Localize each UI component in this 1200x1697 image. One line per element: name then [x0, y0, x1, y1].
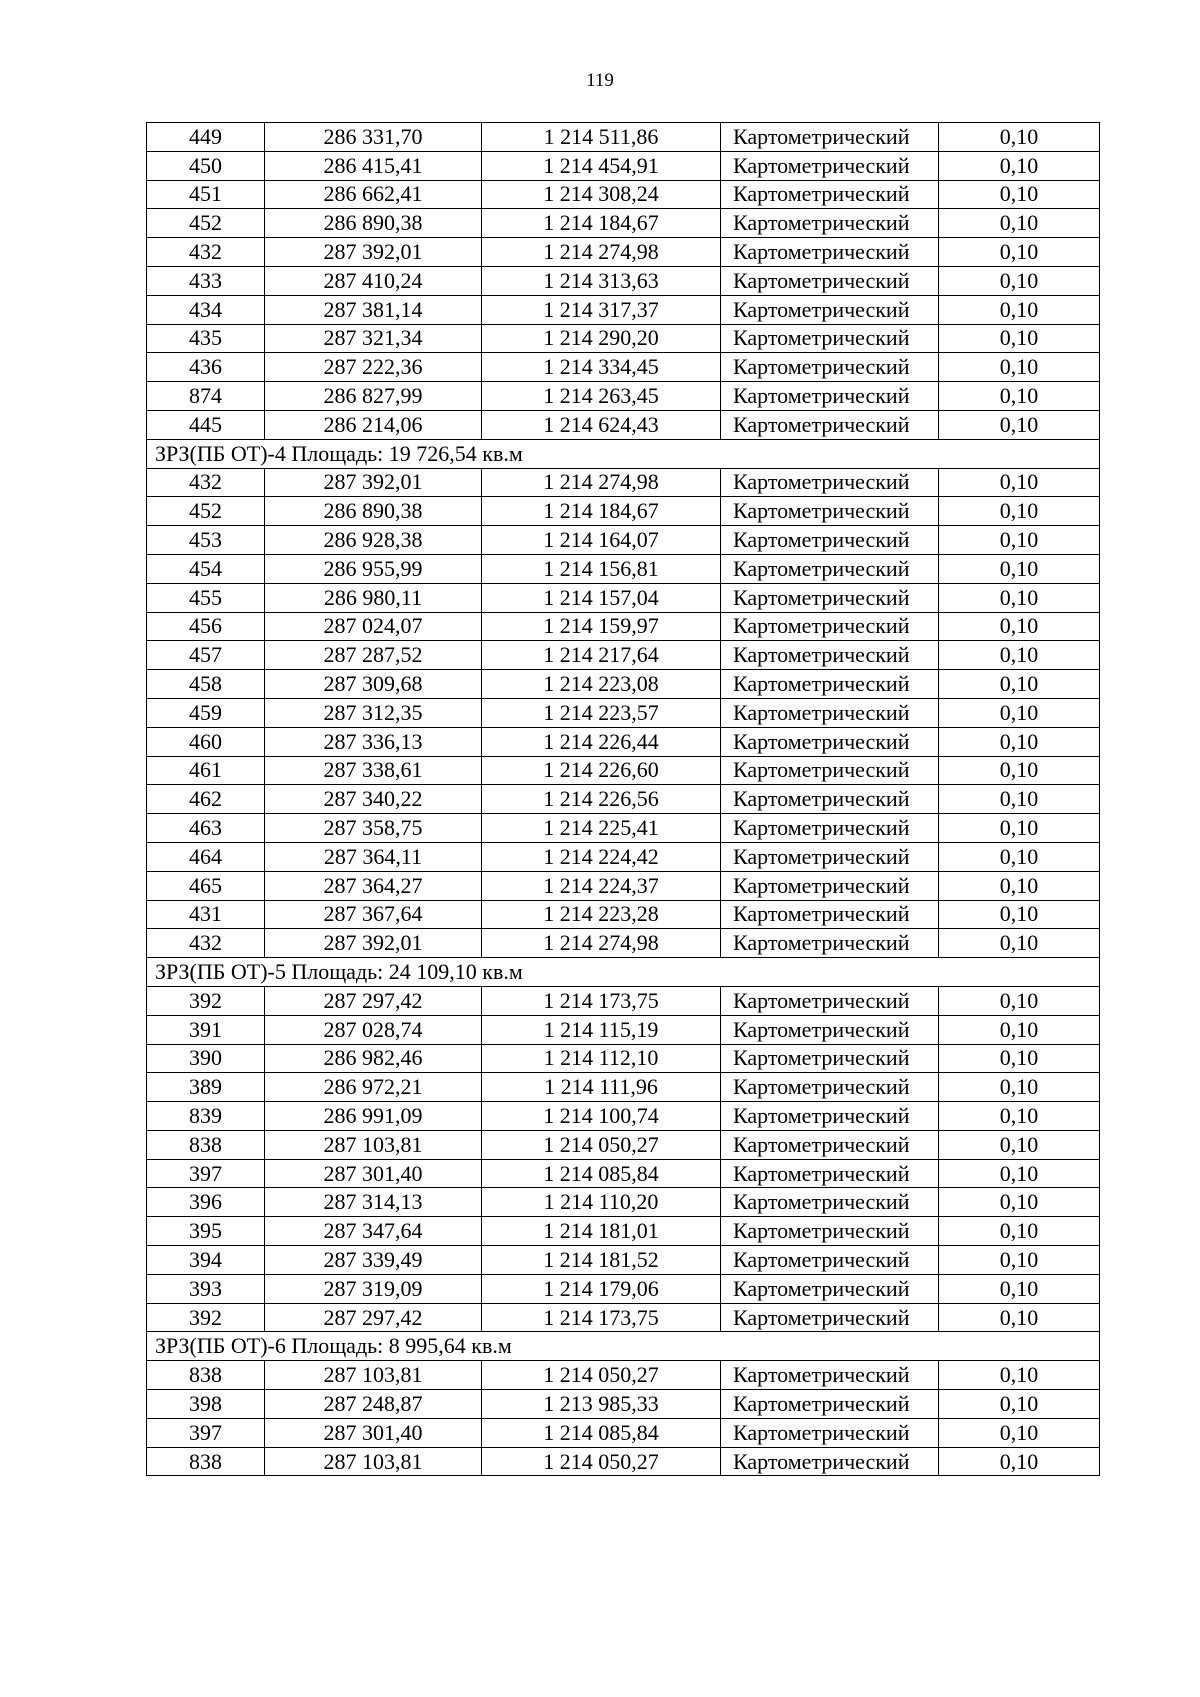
method-cell: Картометрический [721, 785, 939, 814]
point-number-cell: 465 [147, 871, 265, 900]
table-row [147, 238, 1100, 267]
table-row [147, 641, 1100, 670]
point-number-cell: 460 [147, 727, 265, 756]
method-cell: Картометрический [721, 583, 939, 612]
point-number-cell: 395 [147, 1217, 265, 1246]
x-coordinate-cell: 287 392,01 [265, 238, 482, 267]
y-coordinate-cell: 1 214 223,28 [482, 900, 721, 929]
point-number-cell: 435 [147, 324, 265, 353]
x-coordinate-cell: 286 890,38 [265, 497, 482, 526]
section-header-row [147, 439, 1100, 468]
point-number-cell: 459 [147, 698, 265, 727]
point-number-cell: 398 [147, 1390, 265, 1419]
point-number-cell: 396 [147, 1188, 265, 1217]
y-coordinate-cell: 1 214 226,44 [482, 727, 721, 756]
y-coordinate-cell: 1 214 115,19 [482, 1015, 721, 1044]
accuracy-cell: 0,10 [939, 468, 1100, 497]
y-coordinate-cell: 1 214 179,06 [482, 1274, 721, 1303]
table-row [147, 497, 1100, 526]
y-coordinate-cell: 1 214 317,37 [482, 295, 721, 324]
accuracy-cell: 0,10 [939, 123, 1100, 152]
accuracy-cell: 0,10 [939, 209, 1100, 238]
accuracy-cell: 0,10 [939, 1015, 1100, 1044]
x-coordinate-cell: 287 301,40 [265, 1418, 482, 1447]
table-row [147, 583, 1100, 612]
method-cell: Картометрический [721, 123, 939, 152]
y-coordinate-cell: 1 214 226,56 [482, 785, 721, 814]
method-cell: Картометрический [721, 468, 939, 497]
table-row [147, 814, 1100, 843]
accuracy-cell: 0,10 [939, 180, 1100, 209]
point-number-cell: 457 [147, 641, 265, 670]
y-coordinate-cell: 1 214 308,24 [482, 180, 721, 209]
coordinates-table-body [147, 123, 1100, 1476]
table-row [147, 1188, 1100, 1217]
section-header: ЗРЗ(ПБ ОТ)-6 Площадь: 8 995,64 кв.м [147, 1332, 1100, 1361]
table-row [147, 900, 1100, 929]
x-coordinate-cell: 287 340,22 [265, 785, 482, 814]
point-number-cell: 392 [147, 986, 265, 1015]
accuracy-cell: 0,10 [939, 1447, 1100, 1476]
table-row [147, 1102, 1100, 1131]
accuracy-cell: 0,10 [939, 324, 1100, 353]
table-row [147, 698, 1100, 727]
y-coordinate-cell: 1 214 159,97 [482, 612, 721, 641]
method-cell: Картометрический [721, 612, 939, 641]
y-coordinate-cell: 1 214 181,52 [482, 1246, 721, 1275]
x-coordinate-cell: 287 319,09 [265, 1274, 482, 1303]
table-row [147, 468, 1100, 497]
y-coordinate-cell: 1 213 985,33 [482, 1390, 721, 1419]
table-row [147, 324, 1100, 353]
x-coordinate-cell: 286 980,11 [265, 583, 482, 612]
x-coordinate-cell: 287 309,68 [265, 670, 482, 699]
point-number-cell: 456 [147, 612, 265, 641]
x-coordinate-cell: 286 972,21 [265, 1073, 482, 1102]
method-cell: Картометрический [721, 1217, 939, 1246]
table-row [147, 1447, 1100, 1476]
method-cell: Картометрический [721, 1390, 939, 1419]
x-coordinate-cell: 287 287,52 [265, 641, 482, 670]
method-cell: Картометрический [721, 295, 939, 324]
table-row [147, 871, 1100, 900]
x-coordinate-cell: 287 410,24 [265, 266, 482, 295]
table-row [147, 1246, 1100, 1275]
point-number-cell: 397 [147, 1418, 265, 1447]
method-cell: Картометрический [721, 929, 939, 958]
x-coordinate-cell: 286 662,41 [265, 180, 482, 209]
method-cell: Картометрический [721, 1418, 939, 1447]
x-coordinate-cell: 287 024,07 [265, 612, 482, 641]
accuracy-cell: 0,10 [939, 353, 1100, 382]
accuracy-cell: 0,10 [939, 727, 1100, 756]
accuracy-cell: 0,10 [939, 1102, 1100, 1131]
accuracy-cell: 0,10 [939, 1188, 1100, 1217]
method-cell: Картометрический [721, 900, 939, 929]
method-cell: Картометрический [721, 151, 939, 180]
point-number-cell: 450 [147, 151, 265, 180]
x-coordinate-cell: 287 336,13 [265, 727, 482, 756]
x-coordinate-cell: 287 297,42 [265, 986, 482, 1015]
point-number-cell: 391 [147, 1015, 265, 1044]
y-coordinate-cell: 1 214 164,07 [482, 526, 721, 555]
point-number-cell: 433 [147, 266, 265, 295]
table-row [147, 180, 1100, 209]
x-coordinate-cell: 287 312,35 [265, 698, 482, 727]
accuracy-cell: 0,10 [939, 641, 1100, 670]
accuracy-cell: 0,10 [939, 1044, 1100, 1073]
table-row [147, 785, 1100, 814]
point-number-cell: 436 [147, 353, 265, 382]
point-number-cell: 451 [147, 180, 265, 209]
accuracy-cell: 0,10 [939, 266, 1100, 295]
method-cell: Картометрический [721, 756, 939, 785]
x-coordinate-cell: 286 955,99 [265, 554, 482, 583]
x-coordinate-cell: 286 331,70 [265, 123, 482, 152]
table-row [147, 929, 1100, 958]
accuracy-cell: 0,10 [939, 814, 1100, 843]
coordinates-table [146, 122, 1100, 1476]
method-cell: Картометрический [721, 814, 939, 843]
method-cell: Картометрический [721, 727, 939, 756]
y-coordinate-cell: 1 214 223,08 [482, 670, 721, 699]
y-coordinate-cell: 1 214 263,45 [482, 382, 721, 411]
method-cell: Картометрический [721, 1447, 939, 1476]
y-coordinate-cell: 1 214 173,75 [482, 986, 721, 1015]
table-row [147, 1303, 1100, 1332]
y-coordinate-cell: 1 214 274,98 [482, 238, 721, 267]
table-row [147, 1390, 1100, 1419]
point-number-cell: 449 [147, 123, 265, 152]
accuracy-cell: 0,10 [939, 151, 1100, 180]
point-number-cell: 390 [147, 1044, 265, 1073]
table-row [147, 1073, 1100, 1102]
table-row [147, 1418, 1100, 1447]
accuracy-cell: 0,10 [939, 238, 1100, 267]
point-number-cell: 452 [147, 209, 265, 238]
table-row [147, 1044, 1100, 1073]
y-coordinate-cell: 1 214 184,67 [482, 209, 721, 238]
x-coordinate-cell: 287 321,34 [265, 324, 482, 353]
y-coordinate-cell: 1 214 217,64 [482, 641, 721, 670]
accuracy-cell: 0,10 [939, 1418, 1100, 1447]
y-coordinate-cell: 1 214 334,45 [482, 353, 721, 382]
y-coordinate-cell: 1 214 112,10 [482, 1044, 721, 1073]
accuracy-cell: 0,10 [939, 612, 1100, 641]
y-coordinate-cell: 1 214 511,86 [482, 123, 721, 152]
section-header-row [147, 958, 1100, 987]
accuracy-cell: 0,10 [939, 900, 1100, 929]
accuracy-cell: 0,10 [939, 871, 1100, 900]
method-cell: Картометрический [721, 1361, 939, 1390]
table-row [147, 842, 1100, 871]
x-coordinate-cell: 287 103,81 [265, 1447, 482, 1476]
accuracy-cell: 0,10 [939, 1361, 1100, 1390]
point-number-cell: 838 [147, 1361, 265, 1390]
section-header: ЗРЗ(ПБ ОТ)-5 Площадь: 24 109,10 кв.м [147, 958, 1100, 987]
point-number-cell: 432 [147, 468, 265, 497]
y-coordinate-cell: 1 214 156,81 [482, 554, 721, 583]
method-cell: Картометрический [721, 410, 939, 439]
table-row [147, 1130, 1100, 1159]
table-row [147, 526, 1100, 555]
method-cell: Картометрический [721, 1188, 939, 1217]
table-row [147, 353, 1100, 382]
accuracy-cell: 0,10 [939, 410, 1100, 439]
accuracy-cell: 0,10 [939, 497, 1100, 526]
accuracy-cell: 0,10 [939, 1073, 1100, 1102]
accuracy-cell: 0,10 [939, 842, 1100, 871]
accuracy-cell: 0,10 [939, 986, 1100, 1015]
point-number-cell: 461 [147, 756, 265, 785]
method-cell: Картометрический [721, 986, 939, 1015]
accuracy-cell: 0,10 [939, 785, 1100, 814]
y-coordinate-cell: 1 214 085,84 [482, 1418, 721, 1447]
method-cell: Картометрический [721, 526, 939, 555]
accuracy-cell: 0,10 [939, 1159, 1100, 1188]
y-coordinate-cell: 1 214 454,91 [482, 151, 721, 180]
method-cell: Картометрический [721, 266, 939, 295]
point-number-cell: 431 [147, 900, 265, 929]
table-row [147, 382, 1100, 411]
x-coordinate-cell: 287 222,36 [265, 353, 482, 382]
point-number-cell: 432 [147, 929, 265, 958]
x-coordinate-cell: 287 392,01 [265, 929, 482, 958]
accuracy-cell: 0,10 [939, 1130, 1100, 1159]
x-coordinate-cell: 287 314,13 [265, 1188, 482, 1217]
table-row [147, 1361, 1100, 1390]
method-cell: Картометрический [721, 1159, 939, 1188]
point-number-cell: 455 [147, 583, 265, 612]
method-cell: Картометрический [721, 238, 939, 267]
y-coordinate-cell: 1 214 100,74 [482, 1102, 721, 1131]
x-coordinate-cell: 287 103,81 [265, 1361, 482, 1390]
point-number-cell: 389 [147, 1073, 265, 1102]
method-cell: Картометрический [721, 1044, 939, 1073]
table-row [147, 986, 1100, 1015]
point-number-cell: 394 [147, 1246, 265, 1275]
y-coordinate-cell: 1 214 274,98 [482, 929, 721, 958]
point-number-cell: 458 [147, 670, 265, 699]
y-coordinate-cell: 1 214 050,27 [482, 1447, 721, 1476]
point-number-cell: 392 [147, 1303, 265, 1332]
accuracy-cell: 0,10 [939, 670, 1100, 699]
table-row [147, 209, 1100, 238]
x-coordinate-cell: 287 103,81 [265, 1130, 482, 1159]
y-coordinate-cell: 1 214 173,75 [482, 1303, 721, 1332]
point-number-cell: 839 [147, 1102, 265, 1131]
point-number-cell: 874 [147, 382, 265, 411]
y-coordinate-cell: 1 214 274,98 [482, 468, 721, 497]
x-coordinate-cell: 287 364,11 [265, 842, 482, 871]
y-coordinate-cell: 1 214 157,04 [482, 583, 721, 612]
x-coordinate-cell: 287 297,42 [265, 1303, 482, 1332]
x-coordinate-cell: 286 827,99 [265, 382, 482, 411]
y-coordinate-cell: 1 214 085,84 [482, 1159, 721, 1188]
table-row [147, 1274, 1100, 1303]
accuracy-cell: 0,10 [939, 1246, 1100, 1275]
section-header: ЗРЗ(ПБ ОТ)-4 Площадь: 19 726,54 кв.м [147, 439, 1100, 468]
method-cell: Картометрический [721, 670, 939, 699]
point-number-cell: 445 [147, 410, 265, 439]
x-coordinate-cell: 287 301,40 [265, 1159, 482, 1188]
point-number-cell: 453 [147, 526, 265, 555]
y-coordinate-cell: 1 214 224,37 [482, 871, 721, 900]
accuracy-cell: 0,10 [939, 295, 1100, 324]
table-row [147, 151, 1100, 180]
table-row [147, 727, 1100, 756]
point-number-cell: 462 [147, 785, 265, 814]
section-header-row [147, 1332, 1100, 1361]
x-coordinate-cell: 287 381,14 [265, 295, 482, 324]
table-row [147, 1159, 1100, 1188]
method-cell: Картометрический [721, 1073, 939, 1102]
y-coordinate-cell: 1 214 110,20 [482, 1188, 721, 1217]
x-coordinate-cell: 286 890,38 [265, 209, 482, 238]
y-coordinate-cell: 1 214 313,63 [482, 266, 721, 295]
point-number-cell: 434 [147, 295, 265, 324]
y-coordinate-cell: 1 214 050,27 [482, 1361, 721, 1390]
point-number-cell: 838 [147, 1447, 265, 1476]
y-coordinate-cell: 1 214 290,20 [482, 324, 721, 353]
accuracy-cell: 0,10 [939, 1217, 1100, 1246]
method-cell: Картометрический [721, 1303, 939, 1332]
accuracy-cell: 0,10 [939, 1303, 1100, 1332]
accuracy-cell: 0,10 [939, 526, 1100, 555]
table-row [147, 1217, 1100, 1246]
y-coordinate-cell: 1 214 050,27 [482, 1130, 721, 1159]
accuracy-cell: 0,10 [939, 583, 1100, 612]
page-number: 119 [586, 70, 614, 91]
method-cell: Картометрический [721, 353, 939, 382]
x-coordinate-cell: 287 028,74 [265, 1015, 482, 1044]
x-coordinate-cell: 286 928,38 [265, 526, 482, 555]
method-cell: Картометрический [721, 324, 939, 353]
method-cell: Картометрический [721, 1246, 939, 1275]
method-cell: Картометрический [721, 1102, 939, 1131]
x-coordinate-cell: 287 248,87 [265, 1390, 482, 1419]
accuracy-cell: 0,10 [939, 698, 1100, 727]
point-number-cell: 393 [147, 1274, 265, 1303]
y-coordinate-cell: 1 214 111,96 [482, 1073, 721, 1102]
table-row [147, 1015, 1100, 1044]
y-coordinate-cell: 1 214 624,43 [482, 410, 721, 439]
table-row [147, 266, 1100, 295]
point-number-cell: 463 [147, 814, 265, 843]
point-number-cell: 452 [147, 497, 265, 526]
y-coordinate-cell: 1 214 223,57 [482, 698, 721, 727]
point-number-cell: 838 [147, 1130, 265, 1159]
x-coordinate-cell: 287 358,75 [265, 814, 482, 843]
method-cell: Картометрический [721, 497, 939, 526]
x-coordinate-cell: 287 347,64 [265, 1217, 482, 1246]
x-coordinate-cell: 286 982,46 [265, 1044, 482, 1073]
table-row [147, 670, 1100, 699]
table-row [147, 756, 1100, 785]
y-coordinate-cell: 1 214 224,42 [482, 842, 721, 871]
method-cell: Картометрический [721, 698, 939, 727]
x-coordinate-cell: 287 339,49 [265, 1246, 482, 1275]
y-coordinate-cell: 1 214 181,01 [482, 1217, 721, 1246]
method-cell: Картометрический [721, 842, 939, 871]
x-coordinate-cell: 286 415,41 [265, 151, 482, 180]
y-coordinate-cell: 1 214 184,67 [482, 497, 721, 526]
x-coordinate-cell: 286 991,09 [265, 1102, 482, 1131]
point-number-cell: 432 [147, 238, 265, 267]
accuracy-cell: 0,10 [939, 1274, 1100, 1303]
x-coordinate-cell: 287 364,27 [265, 871, 482, 900]
x-coordinate-cell: 286 214,06 [265, 410, 482, 439]
accuracy-cell: 0,10 [939, 929, 1100, 958]
accuracy-cell: 0,10 [939, 382, 1100, 411]
x-coordinate-cell: 287 367,64 [265, 900, 482, 929]
method-cell: Картометрический [721, 1274, 939, 1303]
table-row [147, 612, 1100, 641]
accuracy-cell: 0,10 [939, 554, 1100, 583]
point-number-cell: 397 [147, 1159, 265, 1188]
method-cell: Картометрический [721, 554, 939, 583]
table-row [147, 410, 1100, 439]
method-cell: Картометрический [721, 382, 939, 411]
method-cell: Картометрический [721, 1015, 939, 1044]
accuracy-cell: 0,10 [939, 1390, 1100, 1419]
point-number-cell: 454 [147, 554, 265, 583]
method-cell: Картометрический [721, 209, 939, 238]
y-coordinate-cell: 1 214 225,41 [482, 814, 721, 843]
table-row [147, 554, 1100, 583]
method-cell: Картометрический [721, 641, 939, 670]
table-row [147, 123, 1100, 152]
method-cell: Картометрический [721, 871, 939, 900]
accuracy-cell: 0,10 [939, 756, 1100, 785]
x-coordinate-cell: 287 338,61 [265, 756, 482, 785]
table-row [147, 295, 1100, 324]
y-coordinate-cell: 1 214 226,60 [482, 756, 721, 785]
point-number-cell: 464 [147, 842, 265, 871]
method-cell: Картометрический [721, 1130, 939, 1159]
method-cell: Картометрический [721, 180, 939, 209]
x-coordinate-cell: 287 392,01 [265, 468, 482, 497]
